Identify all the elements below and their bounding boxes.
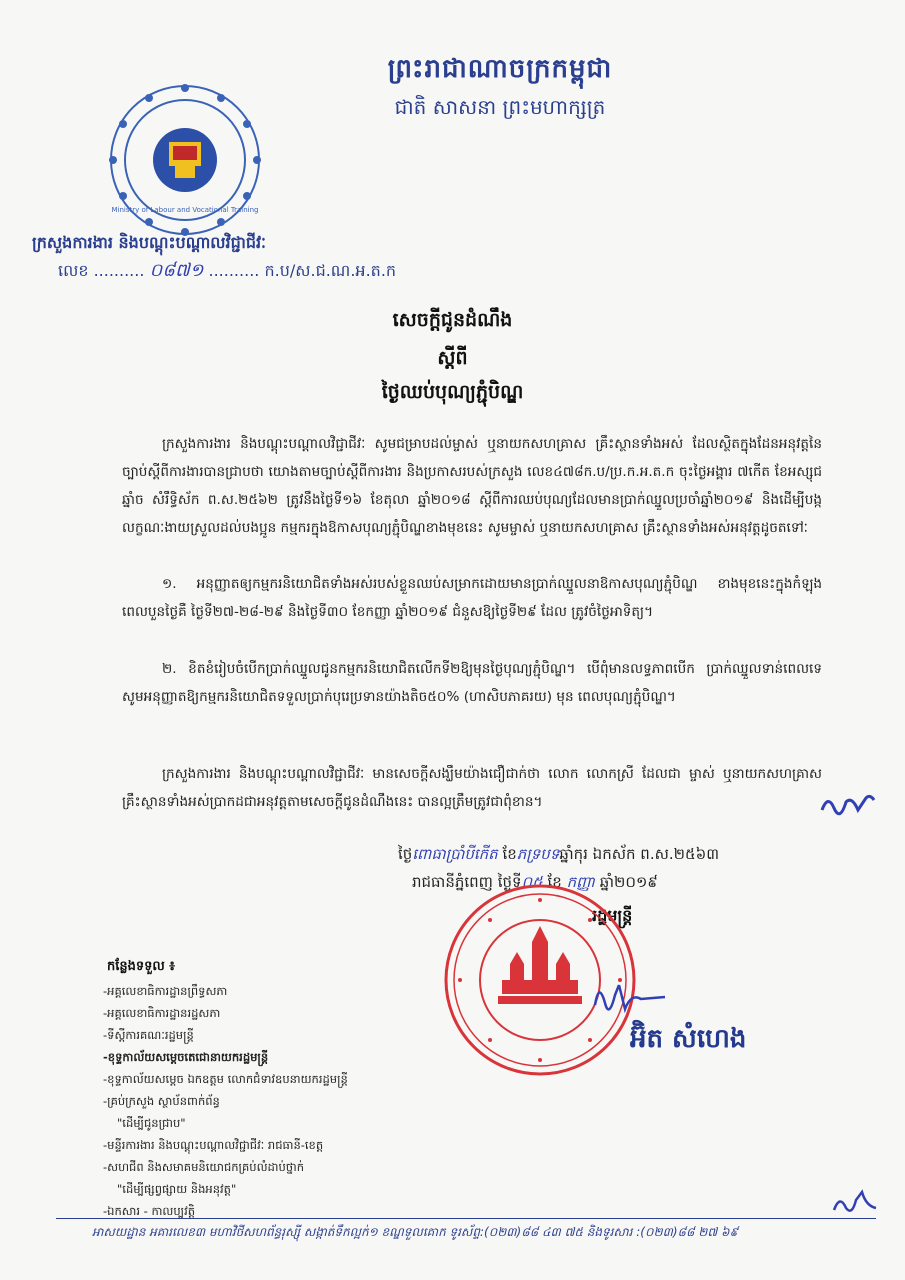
reference-line: លេខ .......... ០៨៧១ .......... ក.ប/ស.ជ.ណ.អ.ត.ក: [58, 260, 397, 281]
recipients-list: [103, 980, 348, 1222]
notice-subtitle: ស្តីពី: [437, 347, 468, 369]
recipient-item: -អគ្គលេខាធិការដ្ឋានព្រឹទ្ធសភា: [103, 984, 228, 998]
ministry-logo: [105, 80, 265, 240]
recipient-item: -ខុទ្ទកាល័យសម្តេចតេជោនាយករដ្ឋមន្ត្រី: [103, 1050, 269, 1064]
paragraph-closing: ក្រសួងការងារ និងបណ្តុះបណ្តាលវិជ្ជាជីវៈ មានសេចក្តីសង្ឃឹមយ៉ាងជឿជាក់ថា លោក លោកស្រី ដែលជា ម្ចាស់ ឬនាយកសហគ្រាស គ្រឹះស្ថានទាំងអស់ប្រាកដជាអនុវត្តតាមសេចក្តីជូនដំណឹងនេះ បានល្អត្រឹមត្រូវជាពុំខាន។: [122, 766, 822, 810]
paragraph-item-2: ២. ខិតខំរៀបចំបើកប្រាក់ឈ្នួលជូនកម្មករនិយោជិតលើកទី២ឱ្យមុនថ្ងៃបុណ្យភ្ជុំបិណ្ឌ។ បើពុំមានលទ្ធភាពបើក ប្រាក់ឈ្នួលទាន់ពេលទេ សូមអនុញ្ញាតឱ្យកម្មករនិយោជិតទទួលប្រាក់បុរេប្រទានយ៉ាងតិច៥០% (ហាសិបភាគរយ) មុន ពេលបុណ្យភ្ជុំបិណ្ឌ។: [122, 661, 822, 705]
lunar-month-handwritten: ភទ្របទ: [516, 845, 560, 863]
lunar-date: ថ្ងៃពោធាប្រាំបីកើត ខែភទ្របទឆ្នាំកុរ ឯកស័ក ព.ស.២៥៦៣: [398, 845, 720, 863]
notice-title: សេចក្តីជូនដំណឹង: [392, 309, 513, 331]
recipient-item: -សហជីព និងសមាគមនិយោជកគ្រប់លំដាប់ថ្នាក់: [103, 1160, 305, 1174]
recipient-item: "ដើម្បីជូនជ្រាប": [117, 1116, 186, 1130]
footer-divider: [56, 1218, 876, 1219]
ministry-name: ក្រសួងការងារ និងបណ្តុះបណ្តាលវិជ្ជាជីវៈ: [32, 233, 266, 252]
reference-number: ០៨៧១: [149, 260, 204, 281]
recipient-item: -ទីស្តីការគណៈរដ្ឋមន្ត្រី: [103, 1028, 194, 1042]
paragraph-item-1: ១. អនុញ្ញាតឲ្យកម្មករនិយោជិតទាំងអស់របស់ខ្លួនឈប់សម្រាកដោយមានប្រាក់ឈ្នួលនាឱកាសបុណ្យភ្ជុំបិណ្ឌ ខាងមុខនេះក្នុងកំឡុងពេលបួនថ្ងៃគឺ ថ្ងៃទី២៧-២៨-២៩ និងថ្ងៃទី៣០ ខែកញ្ញា ឆ្នាំ២០១៩ ជំនួសឱ្យថ្ងៃទី២៩ ដែល ត្រូវចំថ្ងៃអាទិត្យ។: [122, 576, 822, 620]
paragraph-intro: ក្រសួងការងារ និងបណ្តុះបណ្តាលវិជ្ជាជីវៈ សូមជម្រាបដល់ម្ចាស់ ឬនាយកសហគ្រាស គ្រឹះស្ថានទាំងអស់ ដែលស្ថិតក្នុងដែនអនុវត្តនៃច្បាប់ស្តីពីការងារបានជ្រាបថា យោងតាមច្បាប់ស្តីពីការងារ និងប្រកាសរបស់ក្រសួង លេខ៤៧៨ក.ប/ប្រ.ក.អ.ត.ក ចុះថ្ងៃអង្គារ ៧កើត ខែអស្សុជ ឆ្នាំច សំរឹទ្ធិស័ក ព.ស.២៥៦២ ត្រូវនឹងថ្ងៃទី១៦ ខែតុលា ឆ្នាំ២០១៨ ស្តីពីការឈប់បុណ្យដែលមានប្រាក់ឈ្នួលប្រចាំឆ្នាំ២០១៩ និងដើម្បីបង្កលក្ខណៈងាយស្រួលដល់បងប្អូន កម្មករក្នុងឱកាសបុណ្យភ្ជុំបិណ្ឌខាងមុខនេះ សូមម្ចាស់ ឬនាយកសហគ្រាស គ្រឹះស្ថានទាំងអស់អនុវត្តដូចតទៅៈ: [122, 436, 822, 536]
minister-title: រដ្ឋមន្ត្រី: [592, 906, 633, 925]
national-motto: ជាតិ សាសនា ព្រះមហាក្សត្រ: [394, 95, 606, 119]
recipient-item: -ខុទ្ទកាល័យសម្តេច ឯកឧត្តម លោកជំទាវឧបនាយករដ្ឋមន្ត្រី: [103, 1072, 348, 1086]
minister-name: អ៊ិត សំហេង: [630, 1024, 747, 1054]
recipient-item: -គ្រប់ក្រសួង ស្ថាប័នពាក់ព័ន្ធ: [103, 1094, 220, 1108]
footer-address: អាសយដ្ឋាន អគារលេខ៣ មហាវិថីសហព័ន្ធរុស្ស៊ី សង្កាត់ទឹកល្អក់១ ខណ្ឌទួលគោក ទូរស័ព្ទ:(០២៣)៨៨ ៤៣ ៧៥ និងទូរសារ :(០២៣)៨៨ ២៧ ៦៩: [92, 1225, 739, 1239]
reference-label: លេខ: [58, 261, 89, 280]
recipient-item: -អគ្គលេខាធិការដ្ឋានរដ្ឋសភា: [103, 1006, 221, 1020]
logo-caption: Ministry of Labour and Vocational Training: [111, 206, 259, 214]
notice-topic: ថ្ងៃឈប់បុណ្យភ្ជុំបិណ្ឌ: [381, 381, 524, 403]
lunar-day-handwritten: ពោធាប្រាំបីកើត: [412, 845, 498, 863]
recipient-item: -មន្ទីរការងារ និងបណ្តុះបណ្តាលវិជ្ជាជីវៈ រាជធានី-ខេត្ត: [103, 1138, 324, 1152]
minister-signature: [585, 975, 675, 1025]
handwritten-initials: [818, 790, 878, 818]
reference-suffix: ក.ប/ស.ជ.ណ.អ.ត.ក: [264, 261, 397, 280]
recipient-item: "ដើម្បីផ្សព្វផ្សាយ និងអនុវត្ត": [117, 1182, 237, 1196]
recipient-item: -ឯកសារ - កាលប្បវត្តិ: [103, 1204, 196, 1218]
handwritten-initials-footer: [830, 1188, 880, 1216]
recipients-title: កន្លែងទទួល ៖: [107, 959, 176, 974]
gregorian-date: រាជធានីភ្នំពេញ ថ្ងៃទី០៥ ខែ កញ្ញា ឆ្នាំ២០១៩: [412, 873, 658, 891]
day-handwritten: ០៥: [521, 873, 543, 891]
kingdom-heading: ព្រះរាជាណាចក្រកម្ពុជា: [387, 54, 613, 84]
month-handwritten: កញ្ញា: [566, 873, 595, 891]
